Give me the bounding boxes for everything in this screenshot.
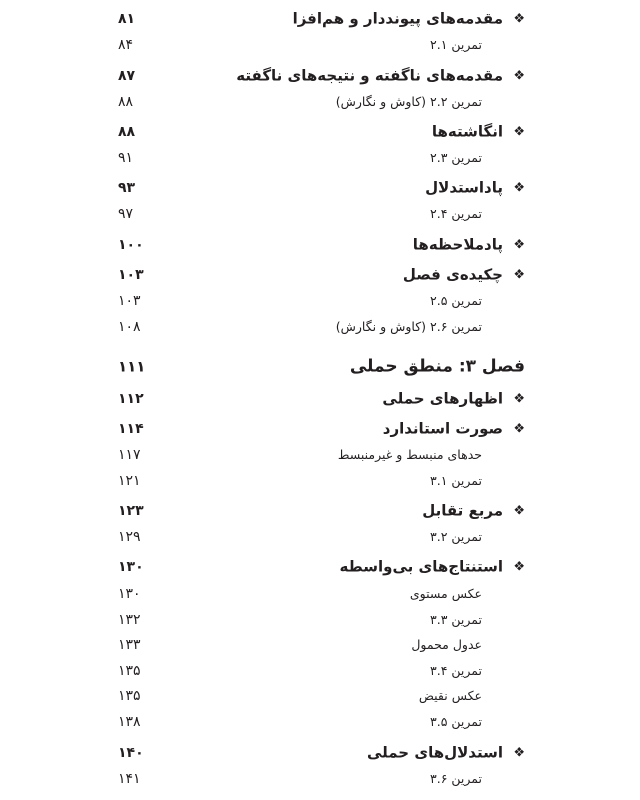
toc-entry-page: ۱۰۳ [118,267,144,283]
toc-entry-title: تمرین ۳.۳ [430,611,482,627]
toc-entry-title: مقدمه‌های پیونددار و هم‌افزا [292,9,503,28]
toc-entry-title: تمرین ۳.۶ [430,770,482,786]
toc-entry[interactable] [0,581,640,607]
toc-entry-page: ۱۰۸ [118,319,141,335]
toc-entry-title: تمرین ۲.۶ (کاوش و نگارش) [335,318,482,334]
toc-entry[interactable] [0,145,640,171]
toc-entry-title: تمرین ۲.۵ [430,292,482,308]
toc-entry-page: ۱۳۲ [118,612,141,628]
toc-entry[interactable] [0,524,640,550]
diamond-bullet-icon: ❖ [513,267,525,283]
toc-entry-page: ۱۳۵ [118,663,141,679]
toc-entry[interactable] [0,201,640,227]
diamond-bullet-icon: ❖ [513,559,525,575]
diamond-bullet-icon: ❖ [513,391,525,407]
toc-entry-title: تمرین ۲.۳ [430,149,482,165]
toc-entry[interactable] [0,119,640,145]
toc-entry-page: ۸۴ [118,37,134,53]
toc-entry-page: ۱۲۱ [118,473,141,489]
chapter-heading[interactable] [0,354,640,380]
toc-entry-page: ۱۱۲ [118,391,144,407]
toc-entry-title: استدلال‌های حملی [366,743,503,762]
toc-entry-title: تمرین ۳.۴ [430,662,482,678]
toc-entry[interactable] [0,386,640,412]
toc-entry-title: صورت استاندارد [382,419,503,438]
toc-entry-page: ۱۰۳ [118,293,141,309]
toc-entry-title: تمرین ۲.۴ [430,205,482,221]
toc-entry-page: ۱۳۵ [118,688,141,704]
toc-entry-page: ۸۱ [118,11,136,27]
chapter-title: فصل ۳: منطق حملی [349,356,525,377]
toc-entry-page: ۸۷ [118,68,136,84]
toc-entry-title: عدول محمول [411,636,482,652]
toc-entry-page: ۱۴۰ [118,745,144,761]
toc-entry-title: اظهارهای حملی [382,389,503,408]
toc-entry[interactable] [0,554,640,580]
toc-entry[interactable] [0,314,640,340]
diamond-bullet-icon: ❖ [513,11,525,27]
toc-entry-page: ۱۳۸ [118,714,141,730]
toc-entry-title: استنتاج‌های بی‌واسطه [339,557,503,576]
diamond-bullet-icon: ❖ [513,421,525,437]
toc-entry-page: ۹۷ [118,206,134,222]
toc-entry[interactable] [0,288,640,314]
toc-entry[interactable] [0,766,640,792]
diamond-bullet-icon: ❖ [513,745,525,761]
toc-entry[interactable] [0,498,640,524]
toc-entry[interactable] [0,175,640,201]
toc-entry[interactable] [0,232,640,258]
diamond-bullet-icon: ❖ [513,124,525,140]
toc-entry-title: پاداستدلال [425,178,503,197]
toc-entry-title: پادملاحظه‌ها [412,235,503,254]
toc-entry-page: ۱۲۳ [118,503,144,519]
toc-entry-page: ۸۸ [118,94,134,110]
toc-entry[interactable] [0,32,640,58]
toc-entry-title: تمرین ۳.۱ [430,472,482,488]
toc-entry-title: عکس نقیض [418,687,482,703]
toc-entry-title: انگاشته‌ها [431,122,503,141]
toc-entry-title: حدهای منبسط و غیرمنبسط [337,446,482,462]
toc-entry[interactable] [0,89,640,115]
diamond-bullet-icon: ❖ [513,237,525,253]
diamond-bullet-icon: ❖ [513,503,525,519]
toc-entry-page: ۱۲۹ [118,529,141,545]
toc-entry[interactable] [0,740,640,766]
toc-entry-page: ۱۳۰ [118,586,141,602]
chapter-page: ۱۱۱ [118,357,146,376]
toc-entry-title: تمرین ۳.۵ [430,713,482,729]
toc-entry-title: تمرین ۲.۱ [430,36,482,52]
toc-entry[interactable] [0,632,640,658]
toc-entry-page: ۹۳ [118,180,136,196]
toc-entry-title: عکس مستوی [409,585,482,601]
toc-entry-page: ۱۱۴ [118,421,144,437]
toc-entry-title: تمرین ۳.۲ [430,528,482,544]
toc-entry-title: مقدمه‌های ناگفته و نتیجه‌های ناگفته [236,66,503,85]
toc-entry-page: ۱۱۷ [118,447,141,463]
diamond-bullet-icon: ❖ [513,180,525,196]
toc-entry-page: ۸۸ [118,124,136,140]
toc-entry-title: مربع تقابل [422,501,503,520]
diamond-bullet-icon: ❖ [513,68,525,84]
toc-entry-page: ۹۱ [118,150,134,166]
toc-entry-page: ۱۴۱ [118,771,141,787]
toc-entry[interactable] [0,468,640,494]
toc-entry[interactable] [0,6,640,32]
toc-entry[interactable] [0,416,640,442]
toc-entry-title: تمرین ۲.۲ (کاوش و نگارش) [335,93,482,109]
toc-entry-page: ۱۰۰ [118,237,144,253]
toc-entry[interactable] [0,658,640,684]
toc-entry-page: ۱۳۳ [118,637,141,653]
toc-entry-title: چکیده‌ی فصل [402,265,503,284]
toc-entry[interactable] [0,683,640,709]
toc-entry[interactable] [0,262,640,288]
toc-entry[interactable] [0,607,640,633]
toc-entry[interactable] [0,709,640,735]
toc-entry-page: ۱۳۰ [118,559,144,575]
toc-entry[interactable] [0,442,640,468]
toc-entry[interactable] [0,63,640,89]
